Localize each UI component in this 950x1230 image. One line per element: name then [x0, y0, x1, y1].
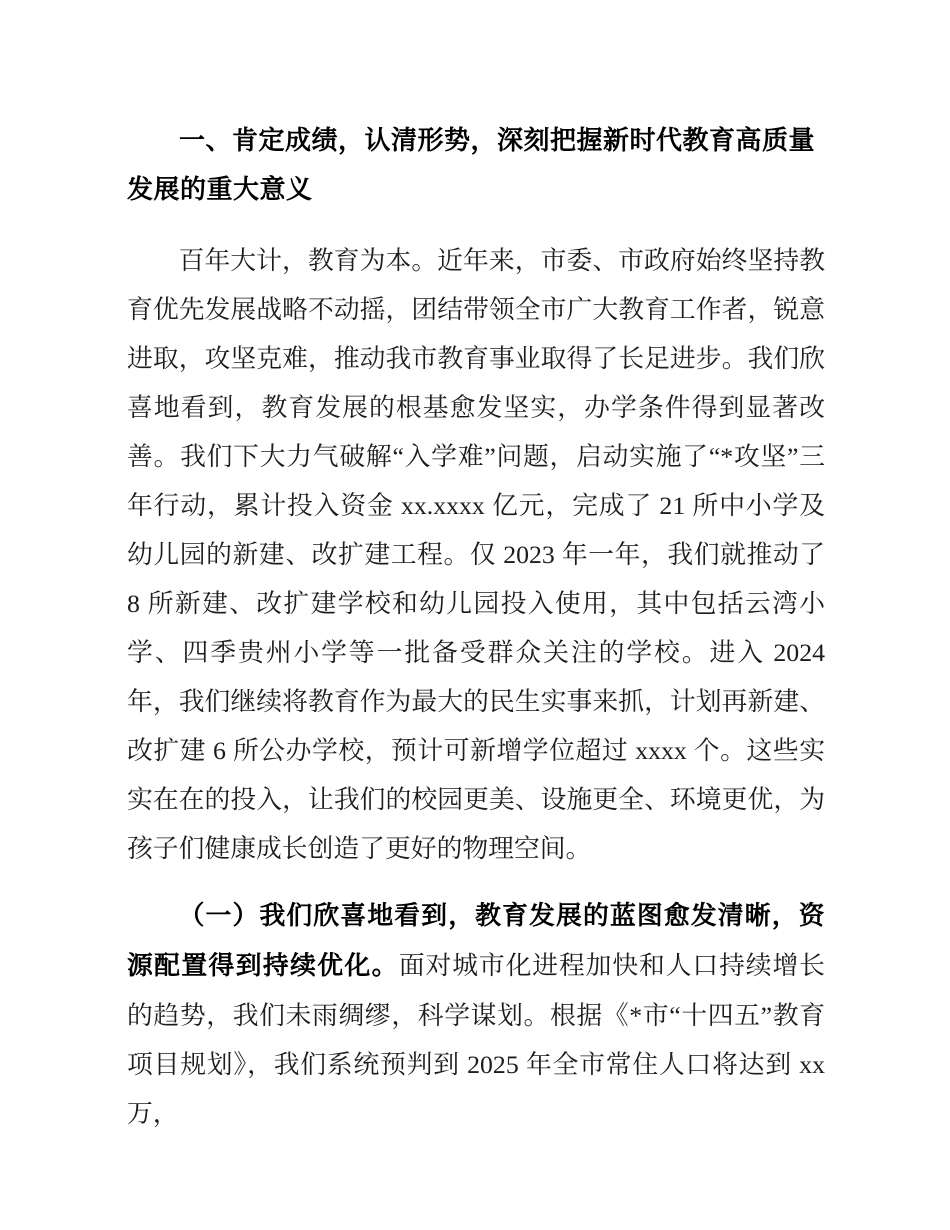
paragraph-text: 百年大计，教育为本。近年来，市委、市政府始终坚持教育优先发展战略不动摇，团结带领全市广大教育工作者，锐意进取，攻坚克难，推动我市教育事业取得了长足进步。我们欣喜地看到，教育发展的根基愈发坚实，办学条件得到显著改善。我们下大力气破解“入学难”问题，启动实施了“*攻坚”三年行动，累计投入资金 xx.xxxx 亿元，完成了 21 所中小学及幼儿园的新建、改扩建工程。仅 2023 年一年，我们就推动了 8 所新建、改扩建学校和幼儿园投入使用，其中包括云湾小学、四季贵州小学等一批备受群众关注的学校。进入 2024 年，我们继续将教育作为最大的民生实事来抓，计划再新建、改扩建 6 所公办学校，预计可新增学位超过 xxxx 个。这些实实在在的投入，让我们的校园更美、设施更全、环境更优，为孩子们健康成长创造了更好的物理空间。	[127, 246, 825, 863]
paragraph-2	[127, 891, 825, 1138]
paragraph-text: 面对城市化进程加快和人口持续增长的趋势，我们未雨绸缪，科学谋划。根据《*市“十四五”教育项目规划》，我们系统预判到 2025 年全市常住人口将达到 xx 万，	[127, 951, 825, 1128]
paragraph-1	[127, 236, 825, 873]
paragraph-lead: （一）我们欣喜地看到，教育发展的蓝图愈发清晰，资源配置得到持续优化。	[127, 902, 825, 980]
section-heading: 一、肯定成绩，认清形势，深刻把握新时代教育高质量发展的重大意义	[127, 125, 816, 204]
